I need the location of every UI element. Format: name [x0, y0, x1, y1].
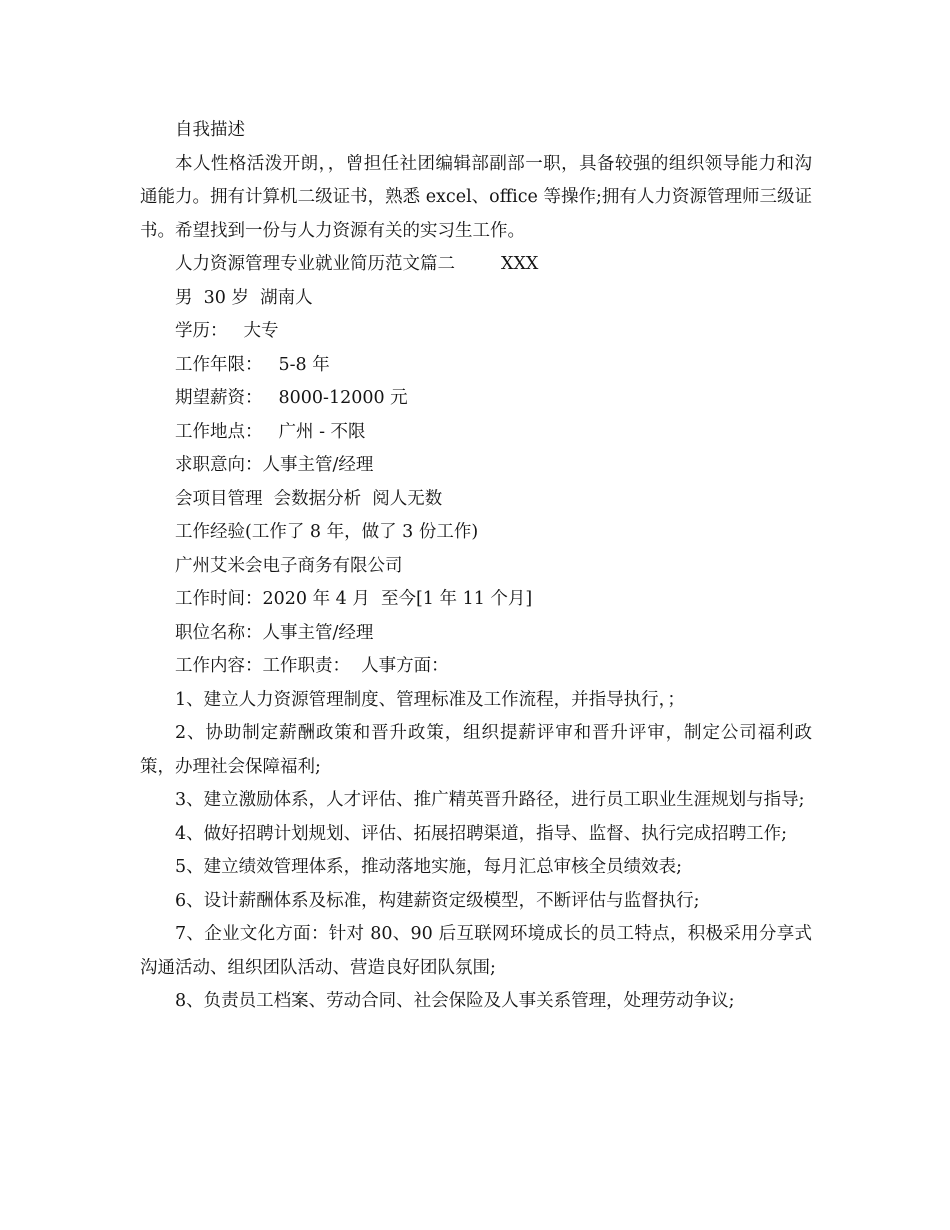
education-row — [140, 315, 812, 349]
work-time: 工作时间：2020 年 4 月 至今[1 年 11 个月] — [175, 589, 533, 609]
years-label: 工作年限： — [175, 354, 263, 375]
salary-label: 期望薪资： — [175, 388, 263, 408]
job-intent: 求职意向：人事主管/经理 — [175, 455, 374, 475]
salary-row — [140, 382, 812, 416]
basic-info: 男 30 岁 湖南人 — [175, 287, 313, 308]
duty-item: 5、建立绩效管理体系，推动落地实施，每月汇总审核全员绩效表; — [175, 857, 683, 877]
location-row — [140, 416, 812, 450]
experience-heading: 工作经验(工作了 8 年，做了 3 份工作) — [175, 522, 479, 542]
duty-item: 3、建立激励体系，人才评估、推广精英晋升路径，进行员工职业生涯规划与指导; — [175, 790, 805, 810]
position-title: 职位名称：人事主管/经理 — [175, 622, 374, 643]
section-title: 自我描述 — [175, 120, 245, 140]
resume-title-line — [140, 248, 812, 282]
work-content-heading: 工作内容：工作职责： 人事方面： — [175, 656, 449, 676]
skills-line: 会项目管理 会数据分析 阅人无数 — [175, 488, 443, 509]
years-row — [140, 349, 812, 383]
duty-item: 7、企业文化方面：针对 80、90 后互联网环境成长的员工特点，积极采用分享式沟通活动、组织团队活动、营造良好团队氛围; — [140, 924, 812, 978]
salary-value: 8000-12000 元 — [278, 388, 408, 408]
education-value: 大专 — [243, 321, 279, 341]
duty-item: 1、建立人力资源管理制度、管理标准及工作流程，并指导执行，； — [175, 689, 685, 710]
location-label: 工作地点： — [175, 421, 263, 442]
location-value: 广州 - 不限 — [278, 421, 366, 442]
document-body — [140, 114, 812, 1019]
years-value: 5-8 年 — [278, 354, 330, 375]
duty-item: 2、协助制定薪酬政策和晋升政策，组织提薪评审和晋升评审，制定公司福利政策，办理社会保障福利; — [140, 723, 812, 777]
candidate-name: XXX — [501, 254, 539, 274]
self-description-paragraph: 本人性格活泼开朗，，曾担任社团编辑部副部一职，具备较强的组织领导能力和沟通能力。拥有计算机二级证书，熟悉 excel、office 等操作;拥有人力资源管理师三级证书。希望找到一份与人力资源有关的实习生工作。 — [140, 153, 812, 241]
education-label: 学历： — [175, 321, 228, 341]
duty-item: 6、设计薪酬体系及标准，构建薪资定级模型，不断评估与监督执行; — [175, 890, 700, 911]
resume-title: 人力资源管理专业就业简历范文篇二 — [175, 254, 455, 274]
duty-item: 8、负责员工档案、劳动合同、社会保险及人事关系管理，处理劳动争议; — [175, 991, 735, 1011]
company-name: 广州艾米会电子商务有限公司 — [175, 555, 403, 576]
duty-item: 4、做好招聘计划规划、评估、拓展招聘渠道，指导、监督、执行完成招聘工作; — [175, 823, 788, 844]
